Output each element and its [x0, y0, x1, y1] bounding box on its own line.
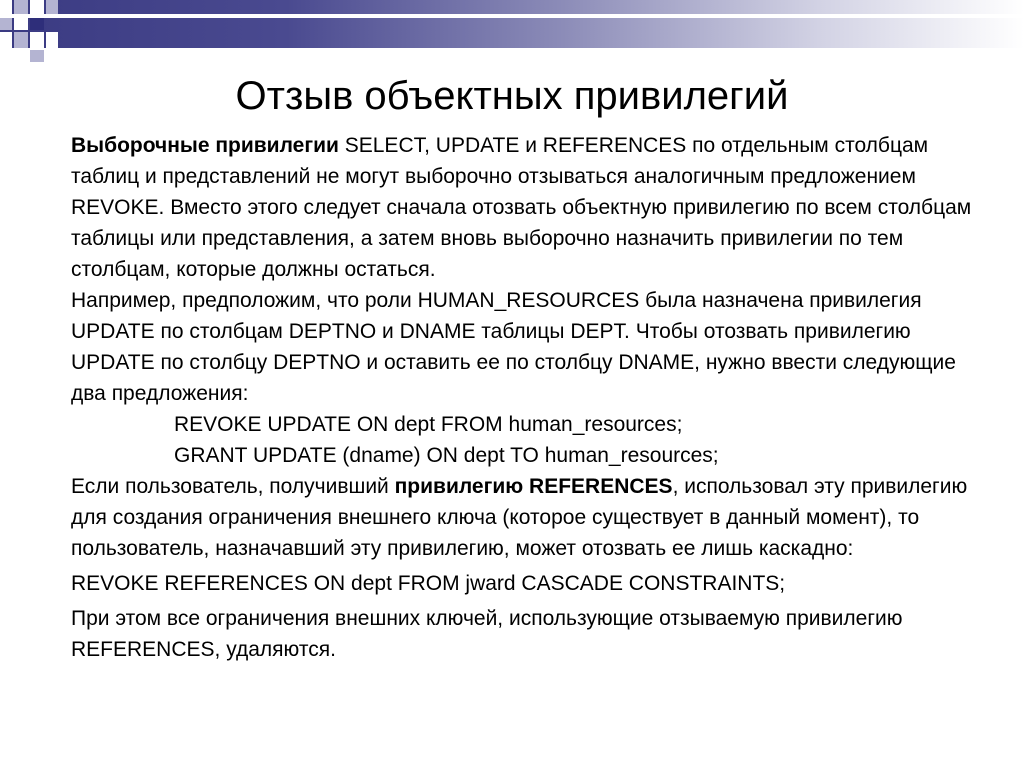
- paragraph-example: Например, предположим, что роли HUMAN_RESOURCES была назначена привилегия UPDATE по столбцам DEPTNO и DNAME таблицы DEPT. Чтобы отозвать привилегию UPDATE по столбцу DEPTNO и оставить ее по столбцу DNAME, нужно ввести следующие два предложения:: [71, 289, 956, 405]
- decor-square: [30, 32, 44, 48]
- paragraph-conclusion: При этом все ограничения внешних ключей, использующие отзываемую привилегию REFERENCES, удаляются.: [71, 607, 903, 661]
- decor-square: [30, 18, 44, 30]
- header-band-divider: [0, 14, 1024, 18]
- decor-square: [14, 32, 28, 48]
- paragraph-text: , использовал эту привилегию для создания ограничения внешнего ключа (которое существует в данный момент), то пользователь, назначавший эту привилегию, может отозвать ее лишь каскадно:: [71, 475, 968, 560]
- paragraph-selective-privileges: [71, 130, 981, 285]
- slide-title: Отзыв объектных привилегий: [235, 74, 789, 118]
- decor-square: [30, 50, 44, 62]
- decor-square: [30, 0, 44, 14]
- decor-square: [0, 32, 12, 48]
- code-line-revoke-references: REVOKE REFERENCES ON dept FROM jward CASCADE CONSTRAINTS;: [71, 572, 786, 595]
- bold-term: привилегию REFERENCES: [394, 475, 673, 498]
- slide-body: [71, 130, 981, 665]
- decor-square: [14, 18, 28, 30]
- paragraph-references: [71, 471, 981, 564]
- decor-square: [46, 32, 58, 48]
- decor-square: [14, 0, 28, 14]
- code-line-grant-update: GRANT UPDATE (dname) ON dept TO human_resources;: [174, 444, 719, 467]
- header-gradient-band: [0, 0, 1024, 48]
- decor-square: [46, 0, 58, 14]
- code-line-revoke-update: REVOKE UPDATE ON dept FROM human_resources;: [174, 413, 683, 436]
- bold-term: Выборочные привилегии: [71, 134, 339, 157]
- paragraph-text: Если пользователь, получивший: [71, 475, 395, 498]
- decor-square: [0, 0, 12, 14]
- paragraph-text: SELECT, UPDATE и REFERENCES по отдельным столбцам таблиц и представлений не могут выборочно отзываться аналогичным предложением REVOKE. Вместо этого следует сначала отозвать объектную привилегию по всем столбцам таблицы или представления, а затем вновь выборочно назначить привилегии по тем столбцам, которые должны остаться.: [71, 134, 972, 281]
- decor-square: [0, 18, 12, 30]
